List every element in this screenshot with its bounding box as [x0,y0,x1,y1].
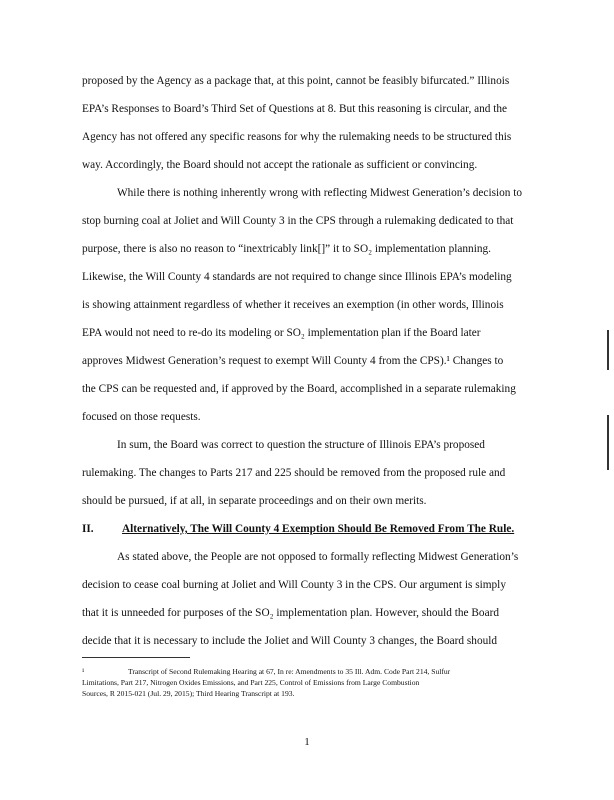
body-line: the CPS can be requested and, if approved by the Board, accomplished in a separate rulemaking [82,383,516,395]
body-line: Agency has not offered any specific reasons for why the rulemaking needs to be structured this [82,131,512,143]
body-line: Likewise, the Will County 4 standards are not required to change since Illinois EPA’s modeling [82,271,512,283]
body-line: way. Accordingly, the Board should not accept the rationale as sufficient or convincing. [82,159,478,171]
footnote-text: Transcript of Second Rulemaking Hearing at 67, In re: Amendments to 35 Ill. Adm. Code Part 214, Sulfur [128,667,451,676]
paragraph-first-line: In sum, the Board was correct to question the structure of Illinois EPA’s proposed [117,439,485,451]
scan-margin-mark [607,330,609,370]
body-line: focused on those requests. [82,411,201,423]
scan-margin-mark [607,415,609,470]
footnote-line: Limitations, Part 217, Nitrogen Oxides Emissions, and Part 225, Control of Emissions from Large Combustion [82,678,420,687]
body-line: that it is unneeded for purposes of the SO₂ implementation plan. However, should the Board [82,607,499,619]
section-heading-number: II. [82,523,94,535]
body-line: proposed by the Agency as a package that, at this point, cannot be feasibly bifurcated.” Illinois [82,75,510,87]
paragraph-first-line: As stated above, the People are not opposed to formally reflecting Midwest Generation’s [117,551,519,563]
body-line: decision to cease coal burning at Joliet and Will County 3 in the CPS. Our argument is simply [82,579,506,591]
footnote-marker: ¹ [82,667,85,676]
body-line: approves Midwest Generation’s request to exempt Will County 4 from the CPS).¹ Changes to [82,355,504,367]
body-line: purpose, there is also no reason to “inextricably link[]” it to SO₂ implementation planning. [82,243,491,255]
footnote-line [82,667,522,677]
paragraph-first-line: While there is nothing inherently wrong with reflecting Midwest Generation’s decision to [117,187,523,199]
section-heading [82,522,527,536]
page-number: 1 [304,736,310,748]
body-line: decide that it is necessary to include the Joliet and Will County 3 changes, the Board should [82,635,498,647]
body-line: stop burning coal at Joliet and Will County 3 in the CPS through a rulemaking dedicated to that [82,215,514,227]
body-line: should be pursued, if at all, in separate proceedings and on their own merits. [82,495,427,507]
body-line: EPA’s Responses to Board’s Third Set of Questions at 8. But this reasoning is circular, and the [82,103,508,115]
footnote-divider [82,657,190,658]
section-heading-text: Alternatively, The Will County 4 Exemption Should Be Removed From The Rule. [122,523,515,535]
footnote-line: Sources, R 2015-021 (Jul. 29, 2015); Third Hearing Transcript at 193. [82,689,295,698]
body-line: rulemaking. The changes to Parts 217 and 225 should be removed from the proposed rule and [82,467,506,479]
body-line: EPA would not need to re-do its modeling or SO₂ implementation plan if the Board later [82,327,481,339]
body-line: is showing attainment regardless of whether it receives an exemption (in other words, Illinois [82,299,504,311]
